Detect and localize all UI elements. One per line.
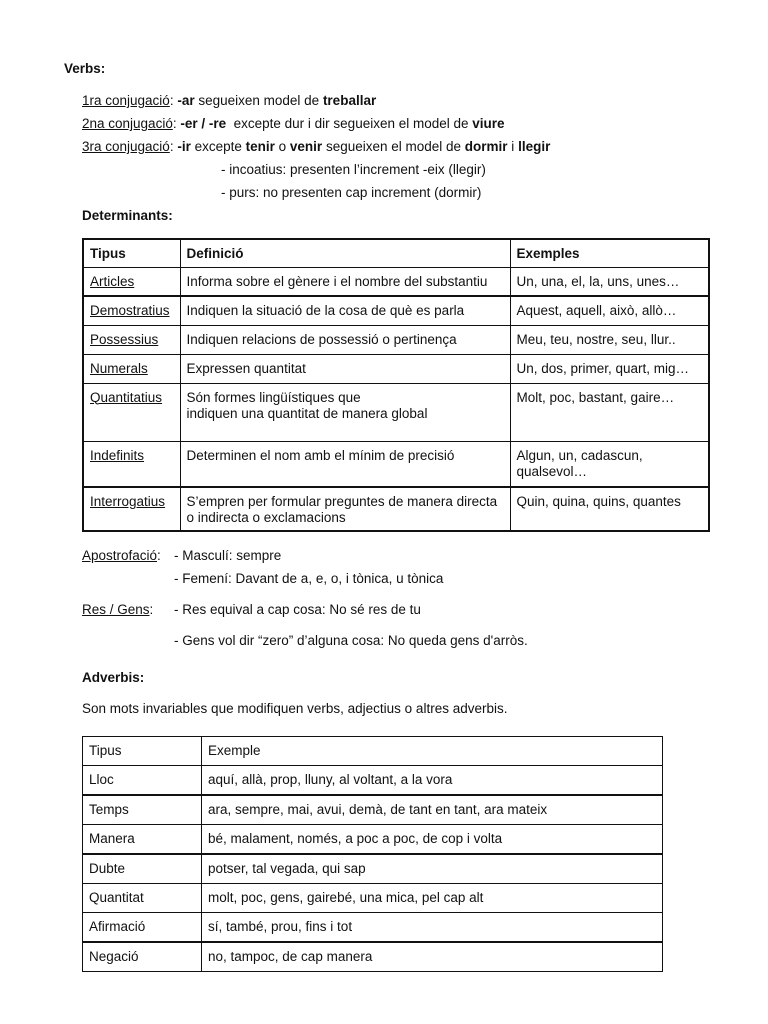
exemples-cell: Algun, un, cadascun, qualsevol… (510, 441, 709, 487)
exemples-cell: Molt, poc, bastant, gaire… (510, 383, 709, 441)
text: i (507, 139, 519, 154)
tipus-cell: Negació (83, 942, 202, 972)
text: segueixen el model de (322, 139, 465, 154)
header-tipus: Tipus (83, 239, 180, 267)
exemple-cell: sí, també, prou, fins i tot (202, 913, 663, 943)
table-row (83, 913, 663, 943)
determinants-table (82, 238, 710, 532)
adverbis-table (82, 736, 663, 972)
exemples-cell: Un, dos, primer, quart, mig… (510, 354, 709, 383)
conjugation-1-label: 1ra conjugació (82, 93, 170, 108)
text: excepte (190, 139, 246, 154)
exemples-cell: Quin, quina, quins, quantes (510, 487, 709, 531)
adverbis-heading: Adverbis: (82, 670, 145, 685)
verb-sub-incoatius: - incoatius: presenten l’increment -eix (llegir) (221, 162, 486, 177)
tipus-cell: Manera (83, 825, 202, 855)
adverbis-intro: Son mots invariables que modifiquen verbs, adjectius o altres adverbis. (82, 701, 508, 716)
exemples-cell: Aquest, aquell, això, allò… (510, 296, 709, 325)
table-row (83, 825, 663, 855)
table-row (83, 854, 663, 884)
res-line: - Res equival a cap cosa: No sé res de tu (174, 602, 421, 617)
tipus-cell: Afirmació (83, 913, 202, 943)
table-row (83, 296, 709, 325)
tipus-cell: Demostratius (83, 296, 180, 325)
table-header-row (83, 737, 663, 766)
exemple-cell: molt, poc, gens, gairebé, una mica, pel cap alt (202, 884, 663, 913)
table-row (83, 267, 709, 296)
definicio-cell: Informa sobre el gènere i el nombre del substantiu (180, 267, 510, 296)
ending: -er / -re (180, 116, 227, 131)
exemple-cell: aquí, allà, prop, lluny, al voltant, a la vora (202, 766, 663, 796)
tipus-cell: Articles (83, 267, 180, 296)
exception-verb: tenir (245, 139, 275, 154)
table-row (83, 795, 663, 825)
header-tipus: Tipus (83, 737, 202, 766)
exemple-cell: ara, sempre, mai, avui, demà, de tant en tant, ara mateix (202, 795, 663, 825)
header-definicio: Definició (180, 239, 510, 267)
model-verb: dormir (464, 139, 508, 154)
verb-line-1 (82, 93, 376, 109)
table-row (83, 383, 709, 441)
colon: : (149, 602, 154, 617)
verb-line-3 (82, 139, 550, 155)
definicio-cell: Determinen el nom amb el mínim de precisió (180, 441, 510, 487)
header-exemples: Exemples (510, 239, 709, 267)
ending: -ir (177, 139, 191, 154)
model-verb: treballar (322, 93, 377, 108)
tipus-cell: Numerals (83, 354, 180, 383)
exemples-cell: Meu, teu, nostre, seu, llur.. (510, 325, 709, 354)
table-row (83, 942, 663, 972)
verb-line-2 (82, 116, 505, 132)
text: o (274, 139, 290, 154)
apostrofacio-label-wrap (82, 548, 161, 564)
exemples-cell: Un, una, el, la, uns, unes… (510, 267, 709, 296)
colon: : (169, 93, 178, 108)
exception-verb: venir (289, 139, 323, 154)
definicio-cell: Indiquen la situació de la cosa de què es parla (180, 296, 510, 325)
tipus-cell: Indefinits (83, 441, 180, 487)
text: segueixen model de (194, 93, 323, 108)
verb-sub-purs: - purs: no presenten cap increment (dormir) (221, 185, 482, 200)
colon: : (157, 548, 161, 563)
table-row (83, 766, 663, 796)
text: excepte dur i dir segueixen el model de (226, 116, 473, 131)
determinants-heading: Determinants: (82, 208, 173, 223)
tipus-cell: Quantitat (83, 884, 202, 913)
tipus-cell: Temps (83, 795, 202, 825)
table-row (83, 884, 663, 913)
colon: : (169, 139, 178, 154)
apostrofacio-label: Apostrofació (82, 548, 158, 563)
gens-line: - Gens vol dir “zero” d’alguna cosa: No queda gens d'arròs. (174, 633, 528, 648)
tipus-cell: Quantitatius (83, 383, 180, 441)
table-row (83, 325, 709, 354)
tipus-cell: Possessius (83, 325, 180, 354)
table-row (83, 487, 709, 531)
table-row (83, 441, 709, 487)
exemple-cell: bé, malament, només, a poc a poc, de cop i volta (202, 825, 663, 855)
res-gens-label: Res / Gens (82, 602, 150, 617)
model-verb: viure (472, 116, 505, 131)
definicio-cell: Són formes lingüístiques que indiquen una quantitat de manera global (180, 383, 510, 441)
colon: : (172, 116, 181, 131)
conjugation-3-label: 3ra conjugació (82, 139, 170, 154)
definicio-cell: Indiquen relacions de possessió o pertinença (180, 325, 510, 354)
verbs-heading: Verbs: (64, 61, 106, 76)
table-header-row (83, 239, 709, 267)
definicio-cell: Expressen quantitat (180, 354, 510, 383)
conjugation-2-label: 2na conjugació (82, 116, 173, 131)
tipus-cell: Interrogatius (83, 487, 180, 531)
apostrofacio-masculi: - Masculí: sempre (174, 548, 282, 563)
ending: -ar (177, 93, 195, 108)
table-row (83, 354, 709, 383)
exemple-cell: no, tampoc, de cap manera (202, 942, 663, 972)
tipus-cell: Dubte (83, 854, 202, 884)
header-exemple: Exemple (202, 737, 663, 766)
res-gens-label-wrap (82, 602, 153, 618)
exemple-cell: potser, tal vegada, qui sap (202, 854, 663, 884)
tipus-cell: Lloc (83, 766, 202, 796)
apostrofacio-femeni: - Femení: Davant de a, e, o, i tònica, u tònica (174, 571, 444, 586)
model-verb: llegir (518, 139, 551, 154)
definicio-cell: S’empren per formular preguntes de manera directa o indirecta o exclamacions (180, 487, 510, 531)
